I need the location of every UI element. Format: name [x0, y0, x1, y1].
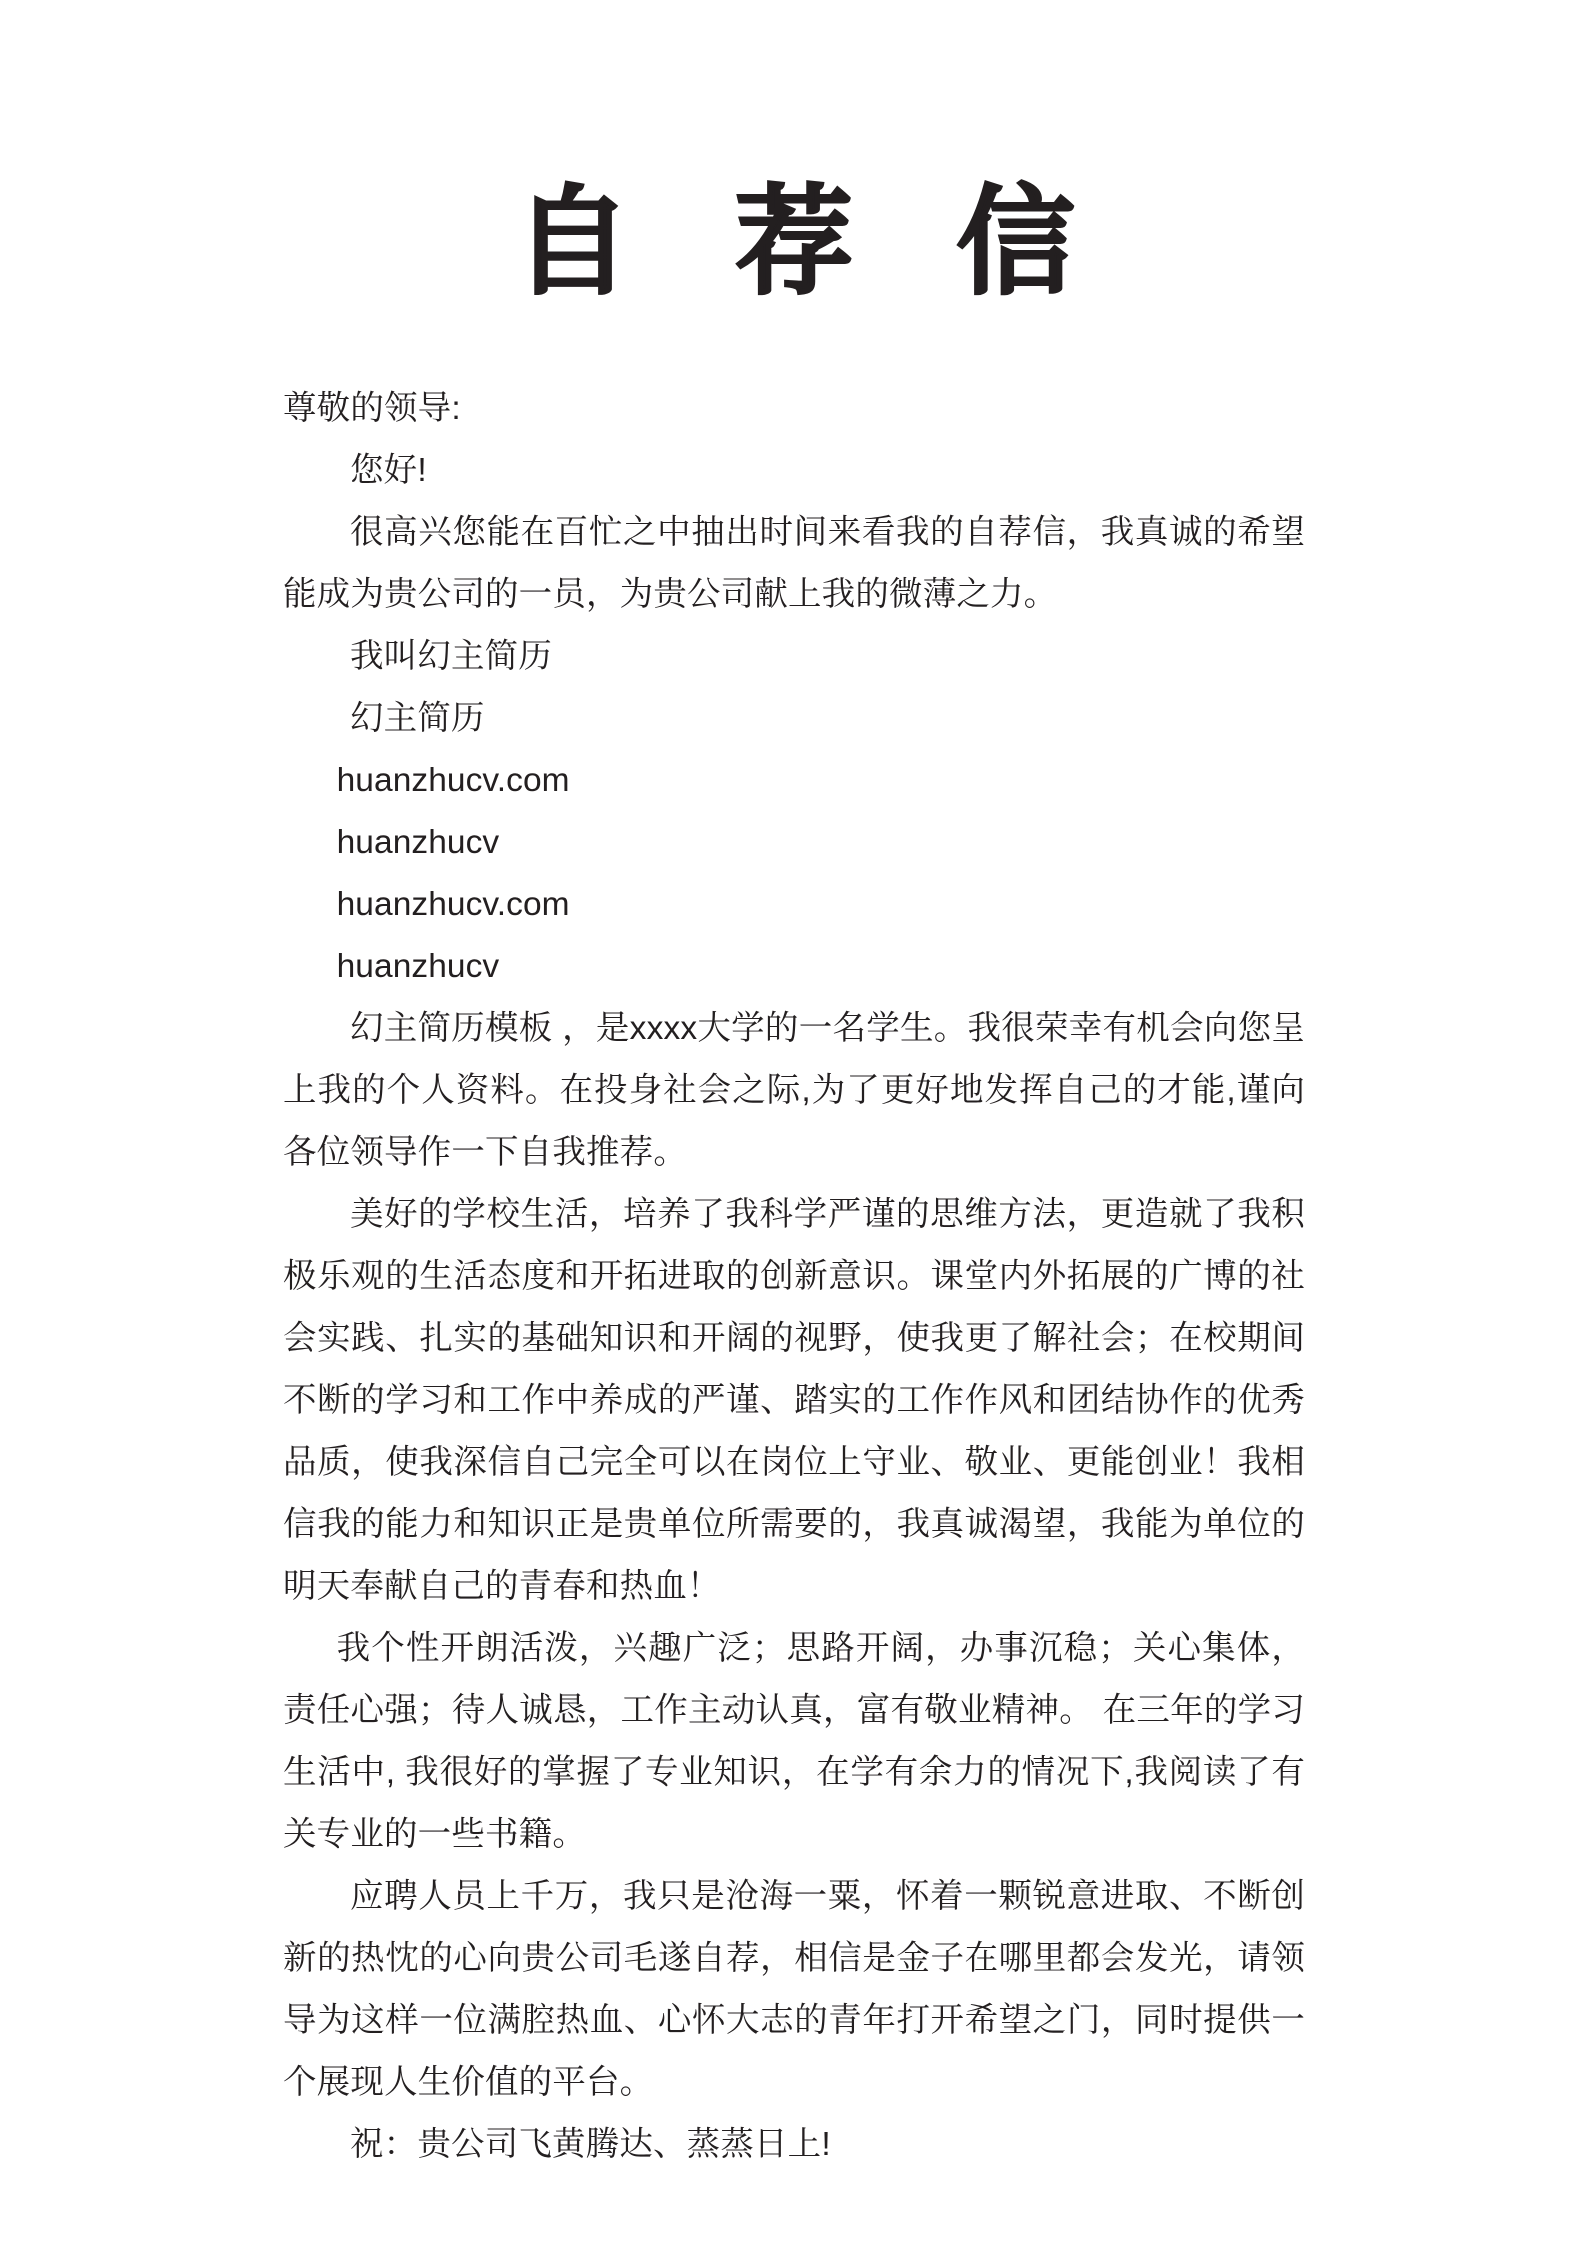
paragraph-handle-line-2: huanzhucv: [336, 947, 500, 985]
document-body: [208, 306, 1380, 2176]
paragraph-site-line-1: huanzhucv.com: [336, 761, 570, 799]
paragraph-opening: 很高兴您能在百忙之中抽出时间来看我的自荐信，我真诚的希望能成为贵公司的一员，为贵公司献上我的微薄之力。: [283, 513, 1305, 613]
paragraph-intro: 幻主简历模板 ，是xxxx大学的一名学生。我很荣幸有机会向您呈上我的个人资料。在投身社会之际,为了更好地发挥自己的才能,谨向各位领导作一下自我推荐。: [283, 1009, 1305, 1171]
paragraph-handle-line-1: huanzhucv: [336, 823, 500, 861]
paragraph-name-line: 我叫幻主简历: [350, 637, 553, 675]
paragraph-site-line-2: huanzhucv.com: [336, 885, 570, 923]
paragraph-personality: 我个性开朗活泼，兴趣广泛；思路开阔，办事沉稳；关心集体，责任心强；待人诚恳，工作主动认真，富有敬业精神。 在三年的学习生活中, 我很好的掌握了专业知识，在学有余力的情况下,我阅读了有关专业的一些书籍。: [283, 1629, 1305, 1853]
paragraph-school-life: 美好的学校生活，培养了我科学严谨的思维方法，更造就了我积极乐观的生活态度和开拓进取的创新意识。课堂内外拓展的广博的社会实践、扎实的基础知识和开阔的视野，使我更了解社会；在校期间不断的学习和工作中养成的严谨、踏实的工作作风和团结协作的优秀品质，使我深信自己完全可以在岗位上守业、敬业、更能创业！我相信我的能力和知识正是贵单位所需要的，我真诚渴望，我能为单位的明天奉献自己的青春和热血！: [283, 1195, 1305, 1605]
paragraph-greeting: 您好!: [350, 451, 427, 489]
paragraph-wishes: 祝：贵公司飞黄腾达、蒸蒸日上!: [350, 2125, 831, 2163]
paragraph-salutation: 尊敬的领导:: [283, 389, 461, 427]
page-title: 自 荐 信: [513, 177, 1110, 309]
paragraph-closing-pitch: 应聘人员上千万，我只是沧海一粟，怀着一颗锐意进取、不断创新的热忱的心向贵公司毛遂自荐，相信是金子在哪里都会发光，请领导为这样一位满腔热血、心怀大志的青年打开希望之门，同时提供一个展现人生价值的平台。: [283, 1877, 1305, 2101]
paragraph-brand-line: 幻主简历: [350, 699, 485, 737]
